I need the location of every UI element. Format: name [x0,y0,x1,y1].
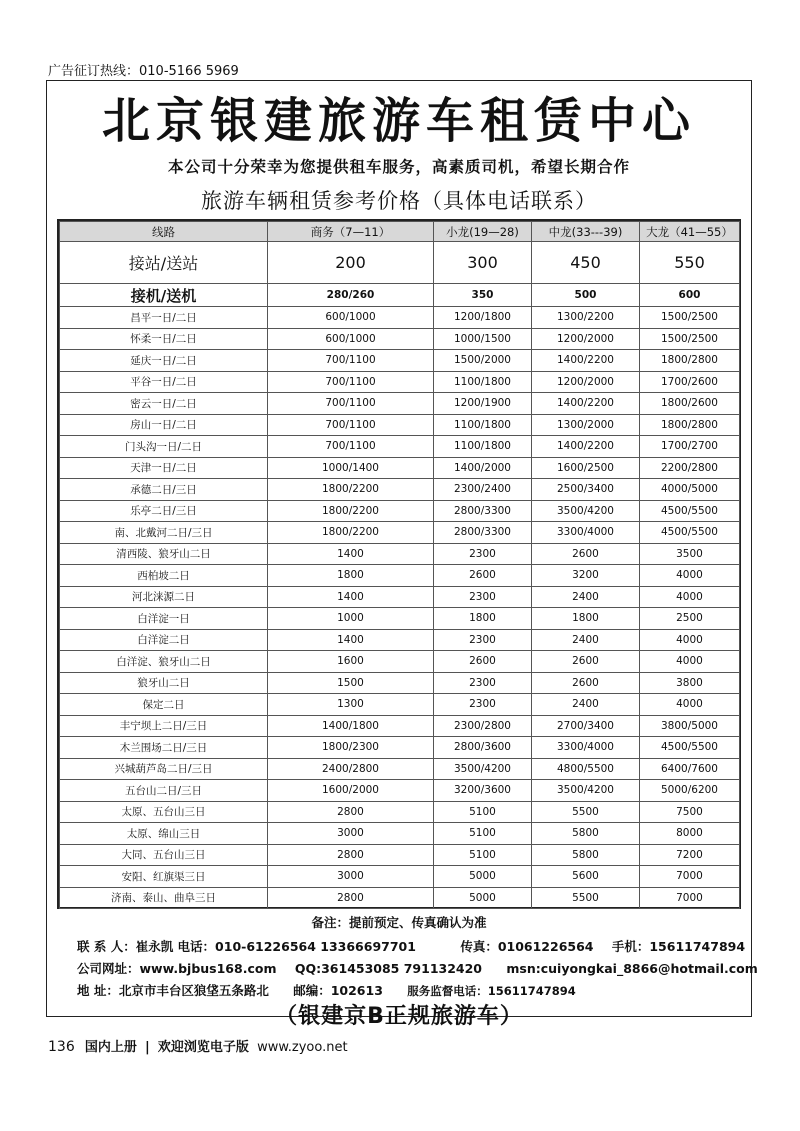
table-cell: 700/1100 [268,393,434,415]
table-row [60,393,740,415]
table-cell: 4000 [640,586,740,608]
table-cell: 350 [434,284,532,307]
address-line [77,981,576,999]
table-cell: 1200/1800 [434,307,532,329]
table-cell: 白洋淀、狼牙山二日 [60,651,268,673]
table-cell: 2300 [434,672,532,694]
table-cell: 7200 [640,844,740,866]
bottom-slogan: （银建京B正规旅游车） [275,1004,523,1029]
header-route: 线路 [60,222,268,242]
price-table [59,221,740,909]
table-cell: 5000/6200 [640,780,740,802]
footer-ebook: 欢迎浏览电子版 [157,1040,249,1055]
table-cell: 1600/2000 [268,780,434,802]
table-cell: 2600 [532,672,640,694]
table-cell: 4000 [640,629,740,651]
table-cell: 1400/2200 [532,393,640,415]
header-business: 商务（7—11） [268,222,434,242]
table-cell: 西柏坡二日 [60,565,268,587]
table-cell: 700/1100 [268,350,434,372]
table-cell: 4000 [640,651,740,673]
table-cell: 房山一日/二日 [60,414,268,436]
table-cell: 2600 [532,543,640,565]
address: 地 址：北京市丰台区狼垡五条路北 [77,983,269,998]
table-cell: 1800 [268,565,434,587]
table-cell: 3200/3600 [434,780,532,802]
table-cell: 1500 [268,672,434,694]
table-cell: 1000 [268,608,434,630]
table-row [60,608,740,630]
contact-person: 联 系 人：崔永凯 电话：010-61226564 13366697701 [77,939,416,954]
table-cell: 1800/2300 [268,737,434,759]
table-row [60,844,740,866]
table-cell: 2300 [434,543,532,565]
table-cell: 承德二日/三日 [60,479,268,501]
supervise-phone: 服务监督电话：15611747894 [407,984,576,998]
table-cell: 2600 [434,565,532,587]
table-cell: 5800 [532,823,640,845]
footer-separator: | [145,1040,150,1055]
table-cell: 500 [532,284,640,307]
table-cell: 1800 [434,608,532,630]
table-cell: 8000 [640,823,740,845]
table-cell: 1300 [268,694,434,716]
ad-frame [46,80,758,1029]
table-cell: 5500 [532,801,640,823]
table-cell: 2800 [268,844,434,866]
table-row [60,801,740,823]
table-row [60,522,740,544]
table-cell: 保定二日 [60,694,268,716]
table-cell: 南、北戴河二日/三日 [60,522,268,544]
table-cell: 大同、五台山三日 [60,844,268,866]
table-cell: 600/1000 [268,307,434,329]
table-cell: 1800/2800 [640,350,740,372]
table-row [60,586,740,608]
table-cell: 1300/2200 [532,307,640,329]
table-cell: 2400 [532,694,640,716]
table-cell: 1100/1800 [434,371,532,393]
table-cell: 1200/1900 [434,393,532,415]
table-cell: 2700/3400 [532,715,640,737]
table-cell: 3000 [268,866,434,888]
table-cell: 清西陵、狼牙山二日 [60,543,268,565]
table-row [60,694,740,716]
footer-url[interactable]: www.zyoo.net [257,1040,348,1055]
table-cell: 2800/3600 [434,737,532,759]
table-cell: 狼牙山二日 [60,672,268,694]
table-cell: 5600 [532,866,640,888]
msn-address[interactable]: msn:cuiyongkai_8866@hotmail.com [506,961,758,976]
table-cell: 接机/送机 [60,284,268,307]
table-row [60,436,740,458]
price-table-box [57,219,741,909]
station-row [60,242,740,284]
postcode: 邮编：102613 [293,983,383,998]
table-row [60,479,740,501]
table-cell: 白洋淀一日 [60,608,268,630]
table-cell: 700/1100 [268,414,434,436]
header-medium: 中龙(33---39) [532,222,640,242]
table-cell: 7000 [640,866,740,888]
table-cell: 河北涞源二日 [60,586,268,608]
table-row [60,758,740,780]
table-row [60,780,740,802]
table-cell: 1500/2000 [434,350,532,372]
table-cell: 怀柔一日/二日 [60,328,268,350]
table-cell: 延庆一日/二日 [60,350,268,372]
table-row [60,866,740,888]
table-cell: 2400/2800 [268,758,434,780]
page-number: 136 [48,1039,75,1055]
table-cell: 600 [640,284,740,307]
table-row [60,651,740,673]
table-cell: 3800/5000 [640,715,740,737]
table-cell: 5800 [532,844,640,866]
airport-row [60,284,740,307]
table-cell: 1800/2200 [268,522,434,544]
table-cell: 2600 [434,651,532,673]
table-cell: 2800/3300 [434,500,532,522]
table-cell: 2300 [434,629,532,651]
table-cell: 5100 [434,823,532,845]
table-cell: 1800 [532,608,640,630]
table-cell: 门头沟一日/二日 [60,436,268,458]
table-cell: 平谷一日/二日 [60,371,268,393]
table-row [60,715,740,737]
table-cell: 5000 [434,887,532,909]
table-cell: 3500/4200 [532,780,640,802]
table-cell: 白洋淀二日 [60,629,268,651]
table-row [60,350,740,372]
table-row [60,737,740,759]
table-cell: 3000 [268,823,434,845]
table-cell: 2800/3300 [434,522,532,544]
table-cell: 1400/2200 [532,350,640,372]
table-cell: 3500 [640,543,740,565]
table-row [60,672,740,694]
table-cell: 1000/1400 [268,457,434,479]
table-row [60,457,740,479]
table-cell: 600/1000 [268,328,434,350]
table-cell: 700/1100 [268,371,434,393]
table-cell: 木兰围场二日/三日 [60,737,268,759]
table-cell: 2500/3400 [532,479,640,501]
table-row [60,307,740,329]
table-cell: 1400 [268,586,434,608]
table-cell: 2600 [532,651,640,673]
price-subtitle: 旅游车辆租赁参考价格（具体电话联系） [201,189,597,213]
table-cell: 2400 [532,629,640,651]
table-cell: 1400 [268,629,434,651]
table-cell: 280/260 [268,284,434,307]
table-header-row [60,222,740,242]
table-cell: 1600 [268,651,434,673]
footer-section: 国内上册 [84,1040,137,1055]
table-cell: 2300/2400 [434,479,532,501]
table-cell: 安阳、红旗渠三日 [60,866,268,888]
table-cell: 5100 [434,801,532,823]
table-cell: 太原、绵山三日 [60,823,268,845]
slogan: 本公司十分荣幸为您提供租车服务，高素质司机，希望长期合作 [167,158,630,176]
contact-fax: 传真：01061226564 [460,939,594,954]
table-cell: 450 [532,242,640,284]
table-row [60,629,740,651]
table-cell: 3500/4200 [532,500,640,522]
table-cell: 2400 [532,586,640,608]
table-cell: 1300/2000 [532,414,640,436]
table-cell: 1800/2800 [640,414,740,436]
table-cell: 2300 [434,586,532,608]
table-cell: 丰宁坝上二日/三日 [60,715,268,737]
table-cell: 5500 [532,887,640,909]
table-cell: 兴城葫芦岛二日/三日 [60,758,268,780]
contact-line [77,937,745,955]
table-cell: 2800 [268,887,434,909]
table-cell: 太原、五台山三日 [60,801,268,823]
table-cell: 密云一日/二日 [60,393,268,415]
table-cell: 乐亭二日/三日 [60,500,268,522]
table-row [60,823,740,845]
table-cell: 4000/5000 [640,479,740,501]
contact-mobile: 手机：15611747894 [611,939,746,954]
table-cell: 1700/2700 [640,436,740,458]
page-title: 北京银建旅游车租赁中心 [101,93,696,149]
table-cell: 3800 [640,672,740,694]
header-large: 大龙（41—55） [640,222,740,242]
header-small: 小龙(19—28) [434,222,532,242]
table-row [60,565,740,587]
table-cell: 3500/4200 [434,758,532,780]
table-row [60,543,740,565]
table-cell: 接站/送站 [60,242,268,284]
table-row [60,328,740,350]
table-cell: 700/1100 [268,436,434,458]
table-cell: 1400/2200 [532,436,640,458]
table-cell: 200 [268,242,434,284]
table-cell: 2800 [268,801,434,823]
table-cell: 2300 [434,694,532,716]
website-link[interactable]: 公司网址：www.bjbus168.com [77,961,277,976]
table-cell: 4800/5500 [532,758,640,780]
booking-note: 备注：提前预定、传真确认为准 [311,915,487,930]
table-cell: 1600/2500 [532,457,640,479]
website-line [77,959,758,977]
table-row [60,887,740,909]
table-cell: 550 [640,242,740,284]
table-cell: 济南、泰山、曲阜三日 [60,887,268,909]
table-cell: 1100/1800 [434,436,532,458]
table-cell: 1000/1500 [434,328,532,350]
table-cell: 4000 [640,694,740,716]
table-cell: 300 [434,242,532,284]
table-cell: 5100 [434,844,532,866]
table-cell: 3300/4000 [532,522,640,544]
table-cell: 4500/5500 [640,737,740,759]
table-cell: 6400/7600 [640,758,740,780]
table-cell: 1500/2500 [640,328,740,350]
table-cell: 1100/1800 [434,414,532,436]
ad-hotline: 广告征订热线：010-5166 5969 [48,64,239,79]
table-cell: 1700/2600 [640,371,740,393]
table-cell: 1800/2200 [268,479,434,501]
table-row [60,371,740,393]
table-cell: 4500/5500 [640,522,740,544]
table-cell: 3200 [532,565,640,587]
table-cell: 7000 [640,887,740,909]
table-cell: 天津一日/二日 [60,457,268,479]
table-cell: 7500 [640,801,740,823]
table-cell: 1400/2000 [434,457,532,479]
table-cell: 1400 [268,543,434,565]
table-cell: 2200/2800 [640,457,740,479]
table-cell: 2500 [640,608,740,630]
page-footer [48,1036,348,1055]
table-cell: 昌平一日/二日 [60,307,268,329]
table-cell: 1800/2600 [640,393,740,415]
table-row [60,414,740,436]
table-cell: 4500/5500 [640,500,740,522]
table-cell: 1200/2000 [532,371,640,393]
table-cell: 1400/1800 [268,715,434,737]
table-row [60,500,740,522]
table-cell: 4000 [640,565,740,587]
table-cell: 1200/2000 [532,328,640,350]
table-cell: 2300/2800 [434,715,532,737]
table-cell: 五台山二日/三日 [60,780,268,802]
table-cell: 1800/2200 [268,500,434,522]
qq-number: QQ:361453085 791132420 [294,961,483,976]
table-cell: 1500/2500 [640,307,740,329]
table-cell: 3300/4000 [532,737,640,759]
table-cell: 5000 [434,866,532,888]
